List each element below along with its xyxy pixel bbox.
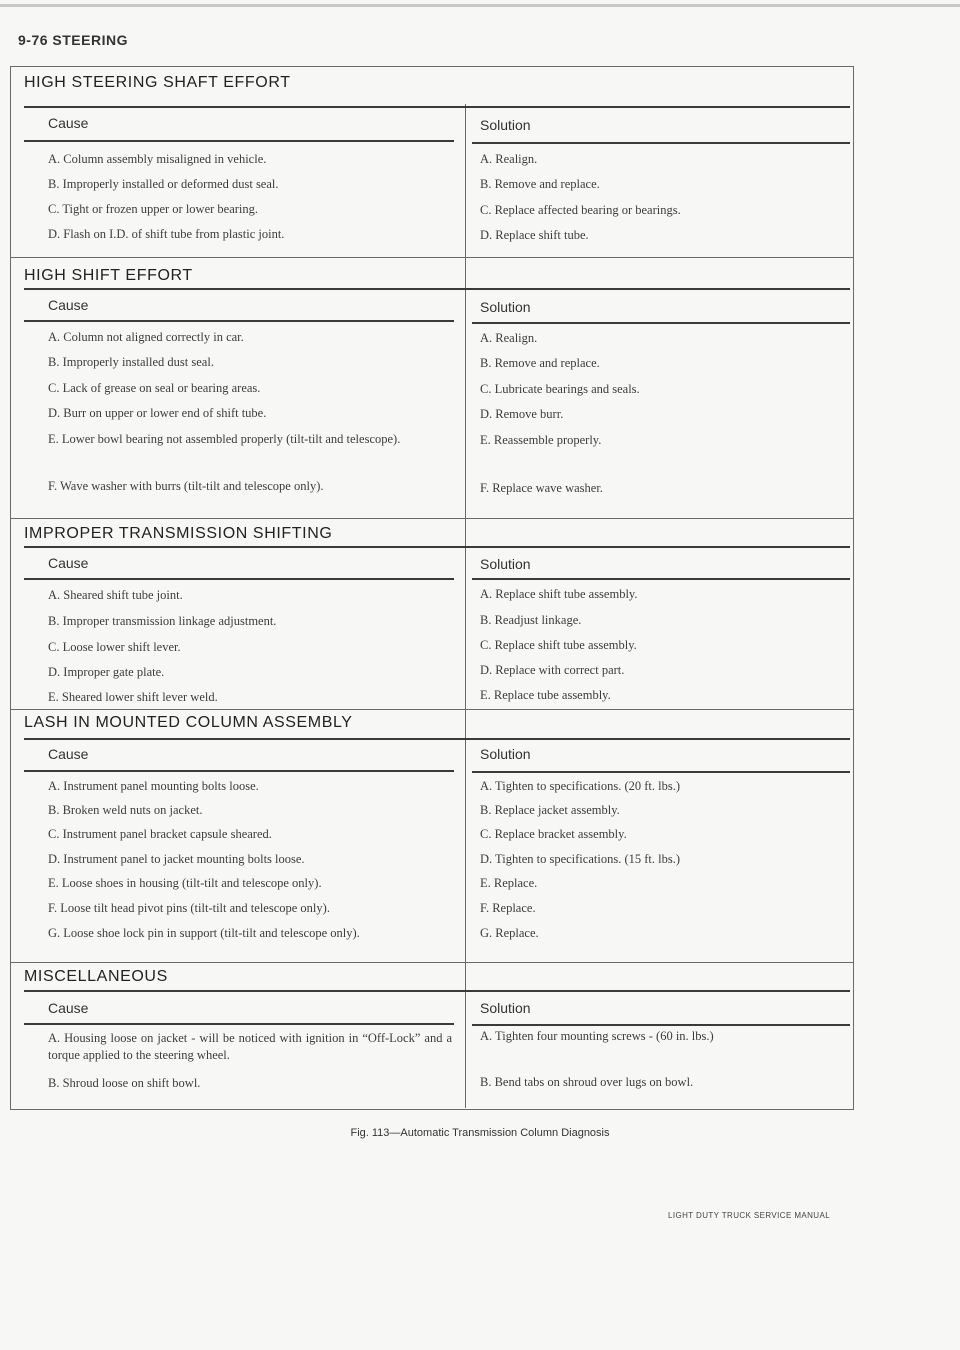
cause-item: E. Lower bowl bearing not assembled properly (tilt-tilt and telescope). [48, 432, 401, 446]
column-divider [465, 104, 466, 1108]
solution-item: B. Bend tabs on shroud over lugs on bowl. [480, 1075, 694, 1089]
section-separator [10, 962, 854, 963]
cause-item: F. Loose tilt head pivot pins (tilt-tilt and telescope only). [48, 901, 330, 915]
solution-item: E. Reassemble properly. [480, 433, 602, 447]
section-separator [10, 709, 854, 710]
section-title: LASH IN MOUNTED COLUMN ASSEMBLY [24, 714, 353, 731]
section-separator [10, 518, 854, 519]
cause-item: G. Loose shoe lock pin in support (tilt-tilt and telescope only). [48, 926, 360, 940]
solution-item: C. Replace shift tube assembly. [480, 638, 637, 652]
cause-rule [24, 320, 454, 322]
section-title: IMPROPER TRANSMISSION SHIFTING [24, 525, 333, 542]
section-rule [24, 738, 850, 740]
cause-item: A. Instrument panel mounting bolts loose. [48, 779, 259, 793]
cause-item: A. Column not aligned correctly in car. [48, 330, 244, 344]
cause-item: C. Loose lower shift lever. [48, 640, 181, 654]
cause-item: C. Tight or frozen upper or lower bearing. [48, 202, 259, 216]
cause-heading: Cause [48, 746, 89, 762]
solution-item: C. Lubricate bearings and seals. [480, 382, 640, 396]
cause-item: F. Wave washer with burrs (tilt-tilt and telescope only). [48, 479, 324, 493]
solution-item: B. Replace jacket assembly. [480, 803, 620, 817]
manual-footer: LIGHT DUTY TRUCK SERVICE MANUAL [668, 1211, 831, 1220]
solution-heading: Solution [480, 556, 531, 572]
cause-item: D. Flash on I.D. of shift tube from plastic joint. [48, 227, 285, 241]
cause-heading: Cause [48, 297, 89, 313]
solution-item: E. Replace. [480, 876, 538, 890]
cause-rule [24, 578, 454, 580]
page-header: 9-76 STEERING [18, 32, 128, 48]
cause-item: A. Housing loose on jacket - will be noticed with ignition in “Off-Lock” and a torque applied to the steering wheel. [48, 1031, 452, 1062]
solution-item: D. Replace shift tube. [480, 228, 589, 242]
solution-item: F. Replace. [480, 901, 536, 915]
solution-item: E. Replace tube assembly. [480, 688, 611, 702]
solution-item: B. Remove and replace. [480, 356, 600, 370]
cause-heading: Cause [48, 1000, 89, 1016]
section-rule [24, 288, 850, 290]
solution-item: A. Tighten to specifications. (20 ft. lbs.) [480, 779, 680, 793]
solution-heading: Solution [480, 1000, 531, 1016]
solution-item: A. Replace shift tube assembly. [480, 587, 638, 601]
solution-heading: Solution [480, 746, 531, 762]
solution-item: A. Realign. [480, 331, 538, 345]
solution-item: B. Remove and replace. [480, 177, 600, 191]
solution-rule [472, 142, 850, 144]
solution-item: A. Realign. [480, 152, 538, 166]
section-rule [24, 546, 850, 548]
cause-item: B. Broken weld nuts on jacket. [48, 803, 203, 817]
solution-rule [472, 322, 850, 324]
section-title: MISCELLANEOUS [24, 968, 168, 985]
cause-heading: Cause [48, 115, 89, 131]
scan-top-edge [0, 4, 960, 7]
figure-caption: Fig. 113—Automatic Transmission Column Diagnosis [350, 1127, 610, 1139]
section-rule [24, 106, 850, 108]
section-title: HIGH STEERING SHAFT EFFORT [24, 74, 291, 91]
cause-item: E. Loose shoes in housing (tilt-tilt and telescope only). [48, 876, 322, 890]
cause-item: E. Sheared lower shift lever weld. [48, 690, 218, 704]
solution-item: C. Replace affected bearing or bearings. [480, 203, 681, 217]
cause-heading: Cause [48, 555, 89, 571]
solution-heading: Solution [480, 117, 531, 133]
cause-item: A. Sheared shift tube joint. [48, 588, 183, 602]
section-separator [10, 257, 854, 258]
cause-rule [24, 140, 454, 142]
cause-item: C. Lack of grease on seal or bearing areas. [48, 381, 261, 395]
solution-item: C. Replace bracket assembly. [480, 827, 627, 841]
cause-item: A. Column assembly misaligned in vehicle. [48, 152, 267, 166]
solution-heading: Solution [480, 299, 531, 315]
section-title: HIGH SHIFT EFFORT [24, 267, 193, 284]
cause-item: D. Instrument panel to jacket mounting bolts loose. [48, 852, 305, 866]
cause-rule [24, 1023, 454, 1025]
cause-item: D. Burr on upper or lower end of shift tube. [48, 406, 267, 420]
section-rule [24, 990, 850, 992]
solution-item: A. Tighten four mounting screws - (60 in. lbs.) [480, 1029, 714, 1043]
solution-rule [472, 771, 850, 773]
cause-item: B. Improperly installed dust seal. [48, 355, 214, 369]
cause-item: D. Improper gate plate. [48, 665, 165, 679]
solution-item: G. Replace. [480, 926, 539, 940]
solution-item: B. Readjust linkage. [480, 613, 582, 627]
solution-item: F. Replace wave washer. [480, 481, 603, 495]
solution-rule [472, 1024, 850, 1026]
cause-rule [24, 770, 454, 772]
solution-item: D. Tighten to specifications. (15 ft. lbs.) [480, 852, 680, 866]
solution-item: D. Remove burr. [480, 407, 564, 421]
cause-item: B. Shroud loose on shift bowl. [48, 1076, 201, 1090]
solution-item: D. Replace with correct part. [480, 663, 625, 677]
cause-item: B. Improperly installed or deformed dust seal. [48, 177, 279, 191]
cause-item: C. Instrument panel bracket capsule sheared. [48, 827, 272, 841]
solution-rule [472, 578, 850, 580]
cause-item: B. Improper transmission linkage adjustment. [48, 614, 277, 628]
